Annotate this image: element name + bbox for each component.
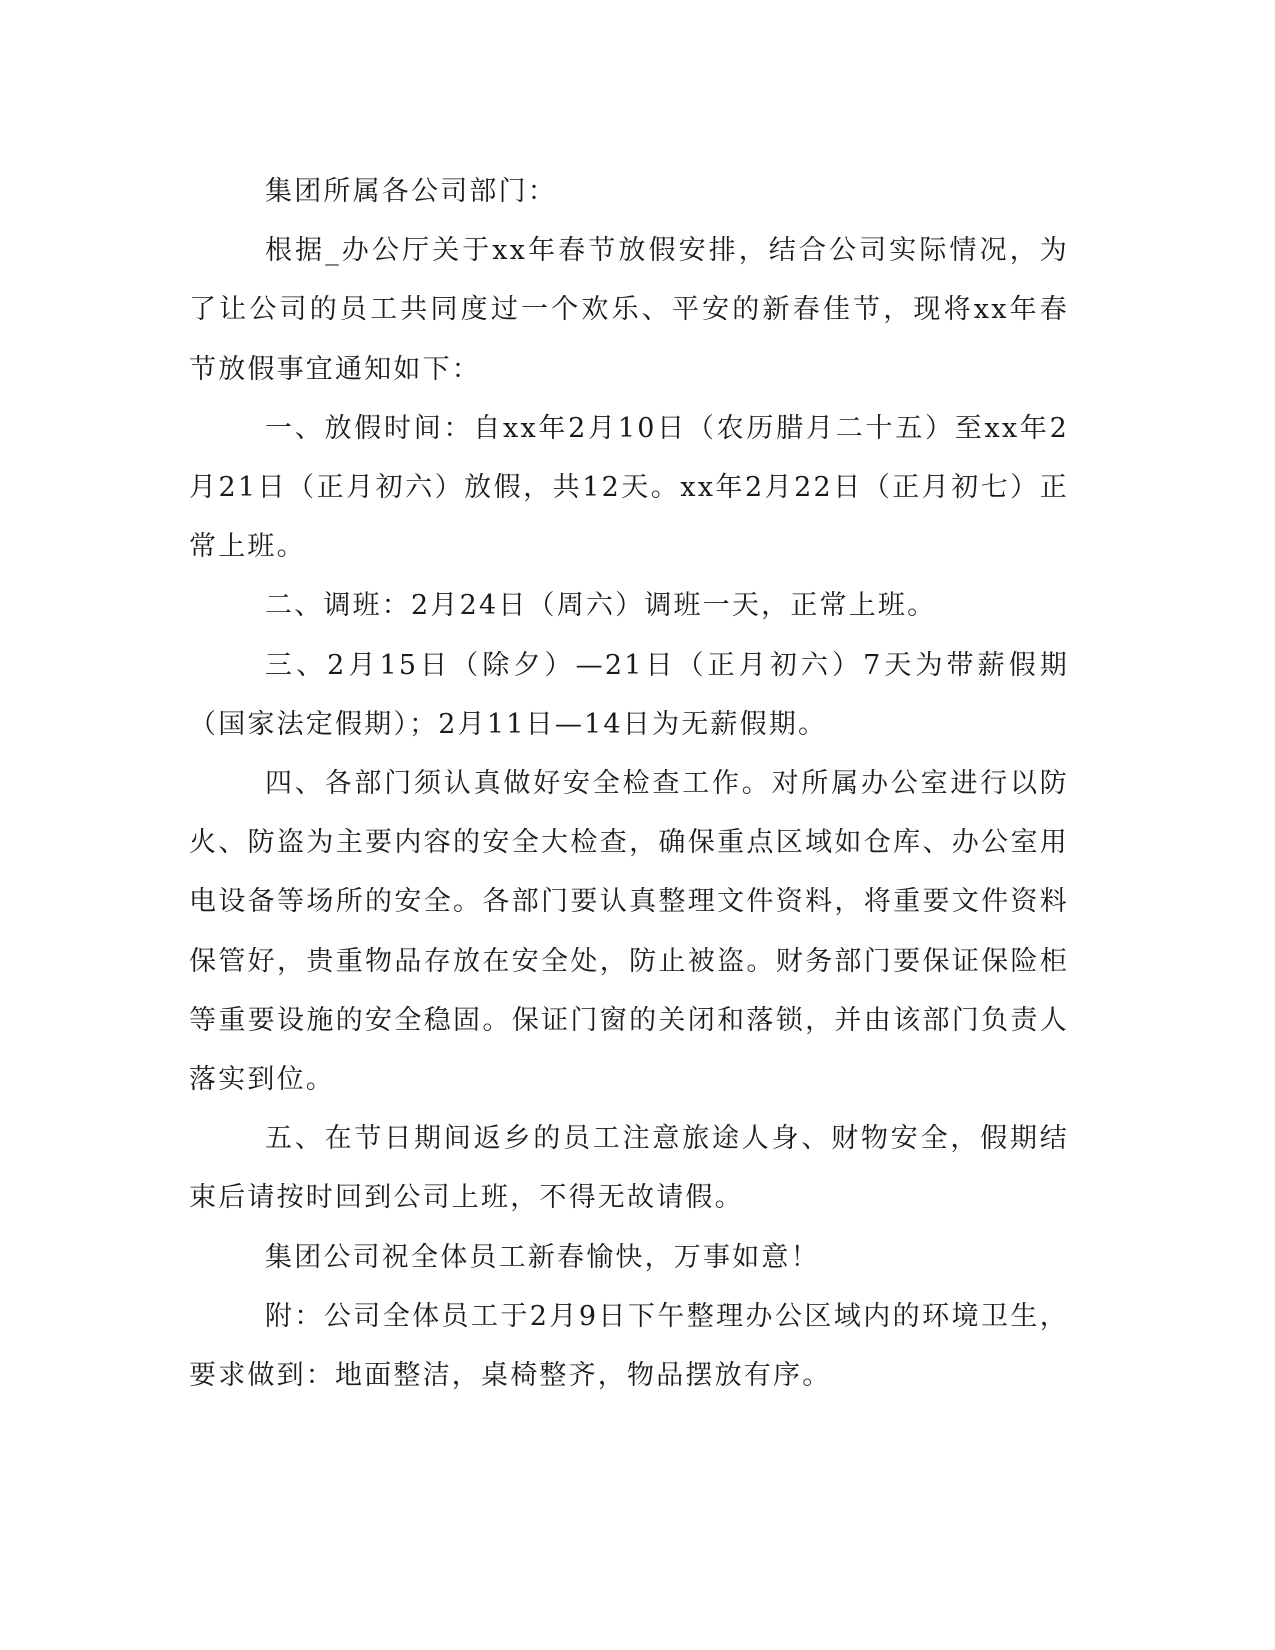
paragraph-travel-safety: 五、在节日期间返乡的员工注意旅途人身、财物安全，假期结束后请按时回到公司上班，不得无故请假。 xyxy=(189,1123,1069,1214)
paragraph-greeting: 集团公司祝全体员工新春愉快，万事如意！ xyxy=(265,1241,820,1273)
paragraph-paid-leave: 三、2月15日（除夕）—21日（正月初六）7天为带薪假期（国家法定假期）；2月11日—14日为无薪假期。 xyxy=(189,649,1069,740)
salutation: 集团所属各公司部门： xyxy=(265,176,557,207)
paragraph-safety-check: 四、各部门须认真做好安全检查工作。对所属办公室进行以防火、防盗为主要内容的安全大检查，确保重点区域如仓库、办公室用电设备等场所的安全。各部门要认真整理文件资料，将重要文件资料保管好，贵重物品存放在安全处，防止被盗。财务部门要保证保险柜等重要设施的安全稳固。保证门窗的关闭和落锁，并由该部门负责人落实到位。 xyxy=(189,768,1069,1096)
document-body xyxy=(189,162,1069,1405)
paragraph-shift-adjustment: 二、调班：2月24日（周六）调班一天，正常上班。 xyxy=(265,590,937,622)
paragraph-appendix: 附：公司全体员工于2月9日下午整理办公区域内的环境卫生，要求做到：地面整洁，桌椅整齐，物品摆放有序。 xyxy=(189,1300,1069,1392)
paragraph-intro: 根据_办公厅关于xx年春节放假安排，结合公司实际情况，为了让公司的员工共同度过一个欢乐、平安的新春佳节，现将xx年春节放假事宜通知如下： xyxy=(189,235,1069,385)
paragraph-holiday-time: 一、放假时间：自xx年2月10日（农历腊月二十五）至xx年2月21日（正月初六）放假，共12天。xx年2月22日（正月初七）正常上班。 xyxy=(189,412,1069,563)
